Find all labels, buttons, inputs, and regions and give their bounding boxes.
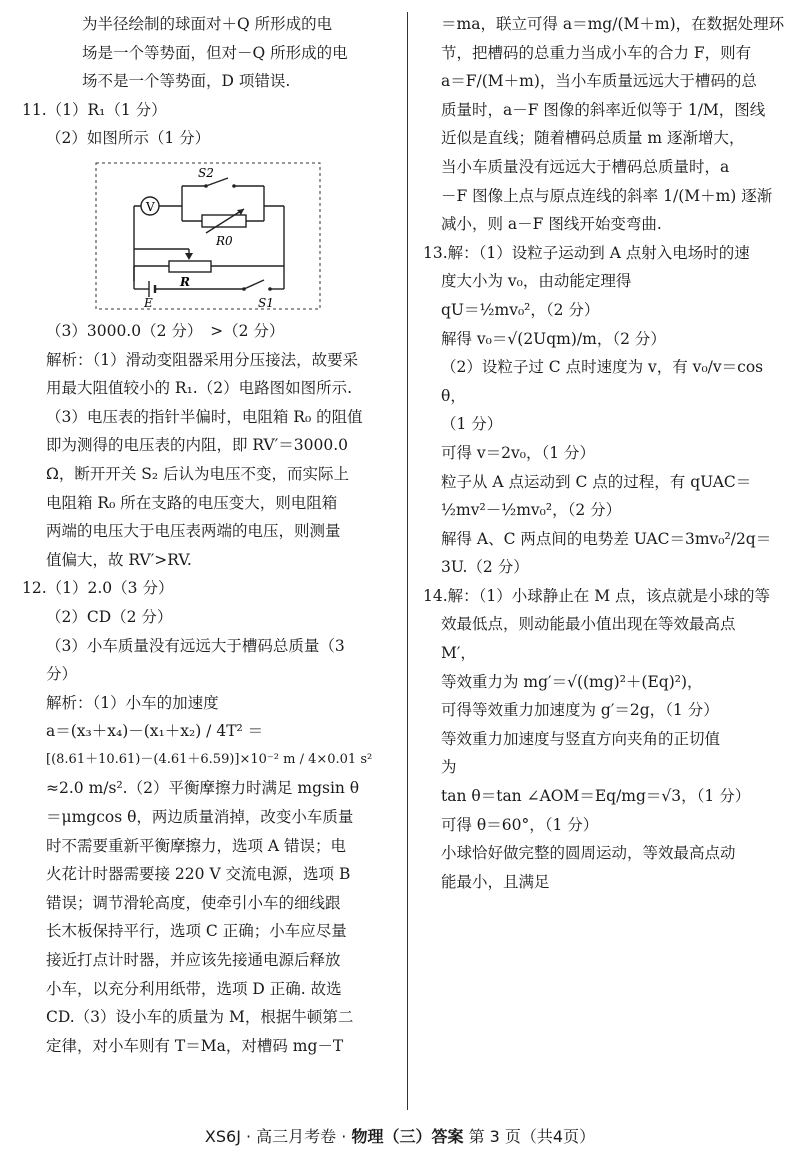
text-line: M′，	[441, 644, 476, 663]
footer-subject: 物理（三）答案	[351, 1127, 464, 1146]
text-line: 质量时，a－F 图像的斜率近似等于 1/M，图线	[441, 100, 766, 119]
formula-line: [(8.61＋10.61)－(4.61＋6.59)]×10⁻² m / 4×0.01 s²	[46, 751, 373, 767]
text-line: 为半径绘制的球面对＋Q 所形成的电	[82, 15, 333, 33]
text-line: （1 分）	[441, 415, 503, 434]
text-line: 能最小，且满足	[441, 872, 550, 891]
text-line: 减小，则 a－F 图线开始变弯曲.	[441, 215, 662, 234]
text-line: 近似是直线；随着槽码总质量 m 逐渐增大，	[441, 129, 745, 148]
text-line: 可得 θ＝60°，（1 分）	[441, 815, 599, 834]
question-13: 13.解：（1）设粒子运动到 A 点射入电场时的速	[423, 243, 750, 262]
text-line: 分）	[46, 665, 78, 684]
text-line: 电阻箱 R₀ 所在支路的电压变大，则电阻箱	[46, 493, 338, 512]
text-line: 度大小为 v₀，由动能定理得	[441, 272, 632, 291]
text-line: 长木板保持平行，选项 C 正确；小车应尽量	[46, 922, 347, 941]
text-line: 接近打点计时器，并应该先接通电源后释放	[46, 951, 341, 970]
formula-line: ½mv²－½mv₀²，（2 分）	[441, 501, 622, 520]
question-12-part2: （2）CD（2 分）	[46, 607, 173, 626]
text-line: ≈2.0 m/s².（2）平衡摩擦力时满足 mgsin θ	[46, 779, 360, 798]
text-line: Ω，断开开关 S₂ 后认为电压不变，而实际上	[46, 464, 350, 483]
formula-line: 解得 v₀＝√(2Uqm)/m，（2 分）	[441, 329, 666, 348]
circuit-diagram	[94, 161, 322, 311]
text-line: 节，把槽码的总重力当成小车的合力 F，则有	[441, 43, 752, 62]
text-line: CD.（3）设小车的质量为 M，根据牛顿第二	[46, 1008, 354, 1027]
text-line: 可得等效重力加速度为 g′＝2g，（1 分）	[441, 701, 719, 720]
text-line: ＝μmgcos θ，两边质量消掉，改变小车质量	[46, 808, 354, 827]
text-line: 错误；调节滑轮高度，使牵引小车的细线跟	[46, 893, 341, 912]
text-line: 值偏大，故 RV′>RV.	[46, 550, 192, 569]
text-line: 用最大阻值较小的 R₁.（2）电路图如图所示.	[46, 379, 353, 398]
formula-line: a＝(x₃＋x₄)－(x₁＋x₂) / 4T² ＝	[46, 722, 264, 741]
question-11-part2: （2）如图所示（1 分）	[46, 129, 211, 148]
question-12-part3: （3）小车质量没有远远大于槽码总质量（3	[46, 636, 345, 655]
formula-line: 等效重力为 mg′＝√((mg)²＋(Eq)²)，	[441, 672, 703, 691]
switch-s1	[244, 280, 264, 289]
slider-arrow	[185, 253, 193, 260]
text-line: 3U.（2 分）	[441, 558, 529, 577]
text-line: 等效重力加速度与竖直方向夹角的正切值	[441, 729, 721, 748]
formula-line: qU＝½mv₀²，（2 分）	[441, 300, 600, 319]
text-line: 为	[441, 758, 457, 777]
text-line: 两端的电压大于电压表两端的电压，则测量	[46, 522, 341, 541]
footer-code: XS6J	[204, 1127, 241, 1146]
text-line: 场不是一个等势面，D 项错误.	[82, 72, 291, 91]
question-12-part1: 12.（1）2.0（3 分）	[22, 579, 174, 598]
question-11-part1: 11.（1）R₁（1 分）	[22, 100, 167, 119]
e-label: E	[144, 295, 153, 310]
text-line: 解析：（1）滑动变阻器采用分压接法，故要采	[46, 350, 359, 369]
voltmeter-label: V	[146, 199, 155, 214]
circuit-svg	[94, 161, 322, 311]
text-line: 即为测得的电压表的内阻，即 RV′＝3000.0	[46, 436, 348, 455]
text-line: ＝ma，联立可得 a＝mg/(M＋m)，在数据处理环	[441, 15, 785, 33]
text-line: 火花计时器需要接 220 V 交流电源，选项 B	[46, 865, 351, 884]
rheostat-r	[169, 261, 211, 272]
text-line: （2）设粒子过 C 点时速度为 v，有 v₀/v＝cos θ，	[441, 358, 764, 405]
formula-line: 解得 A、C 两点间的电势差 UAC＝3mv₀²/2q＝	[441, 529, 772, 548]
r0-label: R0	[216, 233, 233, 248]
text-line: 当小车质量没有远远大于槽码总质量时，a	[441, 157, 730, 176]
right-column	[423, 10, 785, 896]
footer-page: 第 3 页（共4页）	[468, 1127, 596, 1146]
left-column	[22, 10, 397, 1060]
question-11-part3: （3）3000.0（2 分） >（2 分）	[46, 321, 285, 340]
text-line: －F 图像上点与原点连线的斜率 1/(M＋m) 逐渐	[441, 186, 773, 205]
text-line: 小车，以充分利用纸带，选项 D 正确. 故选	[46, 979, 342, 998]
text-line: a＝F/(M＋m)，当小车质量远远大于槽码的总	[441, 72, 757, 91]
text-line: 场是一个等势面，但对－Q 所形成的电	[82, 43, 348, 62]
text-line: 效最低点，则动能最小值出现在等效最高点	[441, 615, 736, 634]
column-divider	[407, 12, 408, 1110]
text-line: 时不需要重新平衡摩擦力，选项 A 错误；电	[46, 836, 347, 855]
text-line: （3）电压表的指针半偏时，电阻箱 R₀ 的阻值	[46, 407, 363, 426]
text-line: 粒子从 A 点运动到 C 点的过程，有 qUAC＝	[441, 472, 752, 491]
text-line: 小球恰好做完整的圆周运动，等效最高点动	[441, 844, 736, 863]
page-footer: XS6J · 高三月考卷 · 物理（三）答案 第 3 页（共4页）	[204, 1127, 596, 1146]
footer-exam: 高三月考卷	[256, 1127, 337, 1146]
s2-label: S2	[198, 165, 214, 180]
formula-line: tan θ＝tan ∠AOM＝Eq/mg＝√3，（1 分）	[441, 787, 751, 806]
text-line: 解析：（1）小车的加速度	[46, 693, 219, 712]
text-line: 可得 v＝2v₀，（1 分）	[441, 443, 596, 462]
r-label: R	[180, 274, 190, 289]
s1-label: S1	[258, 295, 274, 310]
text-line: 定律，对小车则有 T＝Ma，对槽码 mg－T	[46, 1036, 344, 1055]
question-14: 14.解：（1）小球静止在 M 点，该点就是小球的等	[423, 586, 770, 605]
